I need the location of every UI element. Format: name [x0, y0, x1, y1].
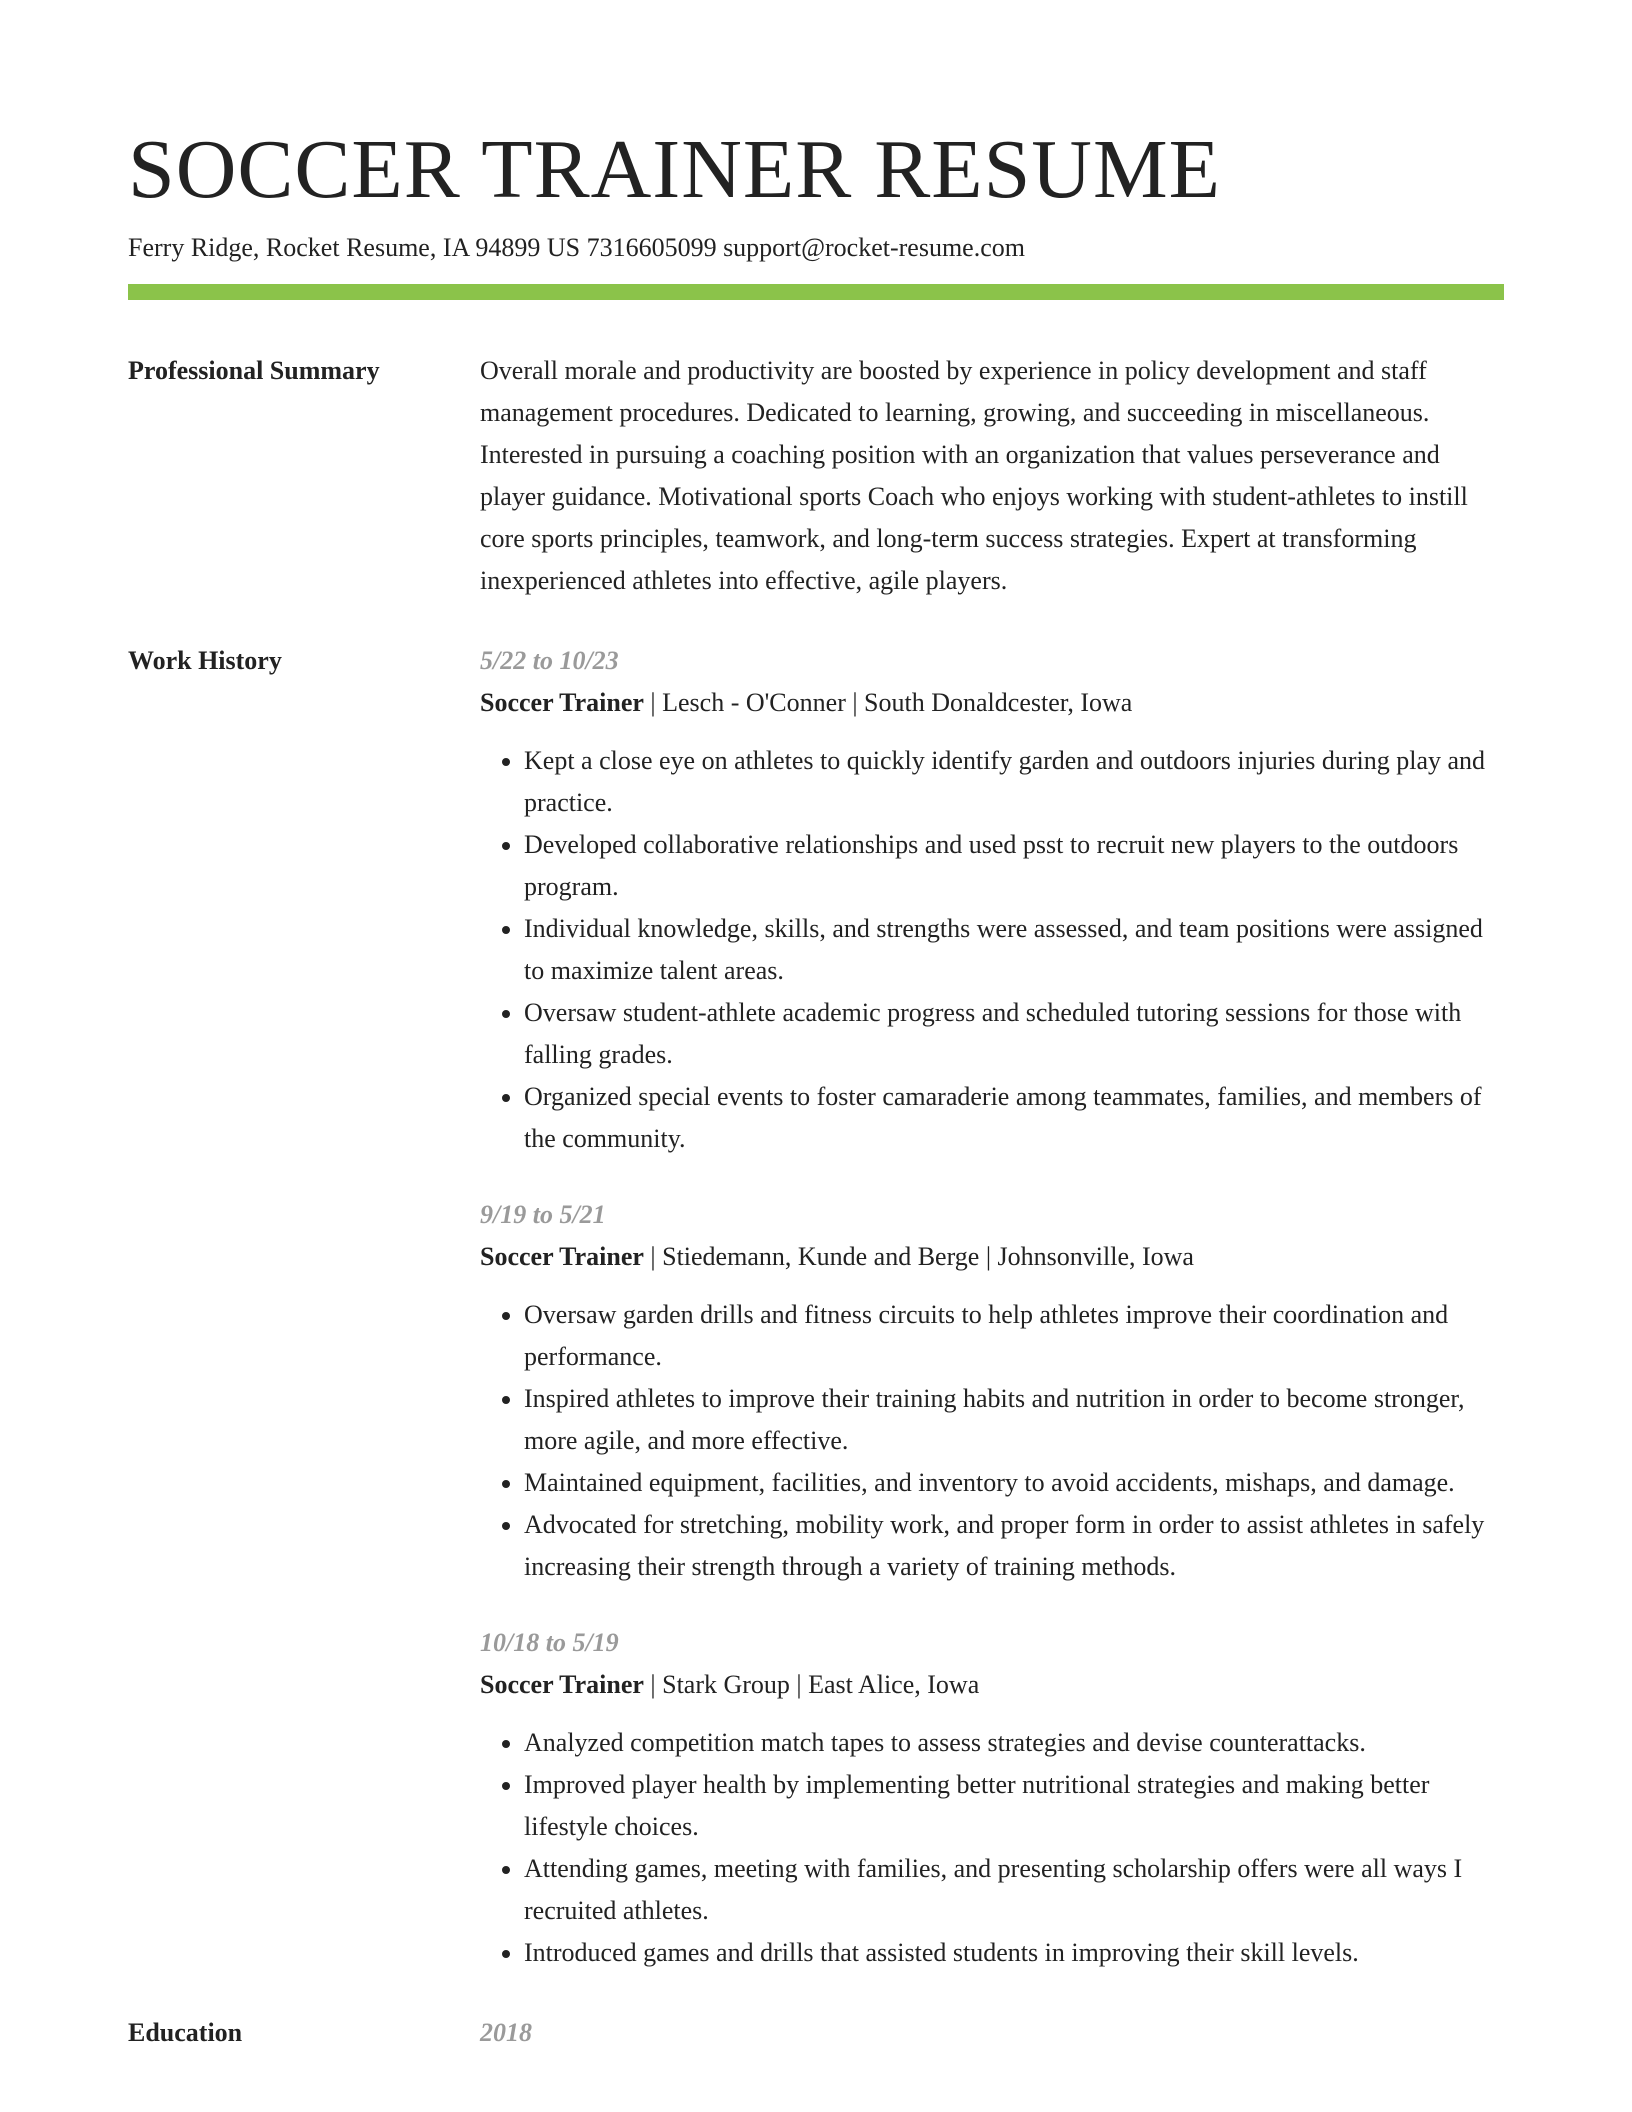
summary-text: Overall morale and productivity are boosted by experience in policy development and staff management procedures. Dedicated to learning, growing, and succeeding in miscellaneous. Interested in pursuing a coaching position with an organization that values perseverance and player guidance. Motivational sports Coach who enjoys working with student-athletes to instill core sports principles, teamwork, and long-term success strategies. Expert at transforming inexperienced athletes into effective, agile players.	[480, 356, 1468, 595]
work-history-heading: Work History	[128, 646, 282, 675]
job-bullet: • Kept a close eye on athletes to quickly identify garden and outdoors injuries during play and practice.	[524, 740, 1504, 824]
job-employer-location: | Lesch - O'Conner | South Donaldcester, Iowa	[643, 688, 1133, 717]
job-entry	[480, 640, 1504, 1160]
job-bullet: • Maintained equipment, facilities, and inventory to avoid accidents, mishaps, and damage.	[524, 1462, 1504, 1504]
job-heading	[480, 682, 1504, 724]
job-bullet: • Oversaw student-athlete academic progress and scheduled tutoring sessions for those with falling grades.	[524, 992, 1504, 1076]
job-bullet: • Organized special events to foster camaraderie among teammates, families, and members of the community.	[524, 1076, 1504, 1160]
job-bullets	[480, 1294, 1504, 1588]
job-dates: 10/18 to 5/19	[480, 1628, 619, 1657]
job-bullet: • Individual knowledge, skills, and strengths were assessed, and team positions were assigned to maximize talent areas.	[524, 908, 1504, 992]
job-entry	[480, 1622, 1504, 1974]
job-bullet: • Oversaw garden drills and fitness circuits to help athletes improve their coordination and performance.	[524, 1294, 1504, 1378]
job-dates: 9/19 to 5/21	[480, 1200, 606, 1229]
job-heading	[480, 1236, 1504, 1278]
job-title: Soccer Trainer	[480, 1670, 644, 1699]
job-bullets	[480, 1722, 1504, 1974]
job-entry	[480, 1194, 1504, 1588]
job-dates: 5/22 to 10/23	[480, 646, 619, 675]
job-bullet: • Analyzed competition match tapes to assess strategies and devise counterattacks.	[524, 1722, 1504, 1764]
jobs-list	[480, 640, 1504, 1974]
resume-page	[128, 120, 1504, 2054]
job-bullet: • Attending games, meeting with families, and presenting scholarship offers were all ways I recruited athletes.	[524, 1848, 1504, 1932]
job-title: Soccer Trainer	[480, 688, 644, 717]
contact-line: Ferry Ridge, Rocket Resume, IA 94899 US 7316605099 support@rocket-resume.com	[128, 233, 1025, 262]
education-section	[128, 2012, 1504, 2054]
header-divider	[128, 284, 1504, 300]
job-bullet: • Advocated for stretching, mobility work, and proper form in order to assist athletes in safely increasing their strength through a variety of training methods.	[524, 1504, 1504, 1588]
job-bullets	[480, 740, 1504, 1160]
job-employer-location: | Stark Group | East Alice, Iowa	[643, 1670, 980, 1699]
resume-title: SOCCER TRAINER RESUME	[128, 123, 1221, 216]
job-employer-location: | Stiedemann, Kunde and Berge | Johnsonville, Iowa	[643, 1242, 1194, 1271]
summary-section	[128, 350, 1504, 602]
job-bullet: • Improved player health by implementing better nutritional strategies and making better lifestyle choices.	[524, 1764, 1504, 1848]
education-dates: 2018	[480, 2018, 532, 2047]
job-bullet: • Introduced games and drills that assisted students in improving their skill levels.	[524, 1932, 1504, 1974]
job-bullet: • Inspired athletes to improve their training habits and nutrition in order to become stronger, more agile, and more effective.	[524, 1378, 1504, 1462]
job-heading	[480, 1664, 1504, 1706]
job-title: Soccer Trainer	[480, 1242, 644, 1271]
summary-heading: Professional Summary	[128, 356, 380, 385]
job-bullet: • Developed collaborative relationships and used psst to recruit new players to the outdoors program.	[524, 824, 1504, 908]
work-history-section	[128, 640, 1504, 1974]
education-heading: Education	[128, 2018, 243, 2047]
